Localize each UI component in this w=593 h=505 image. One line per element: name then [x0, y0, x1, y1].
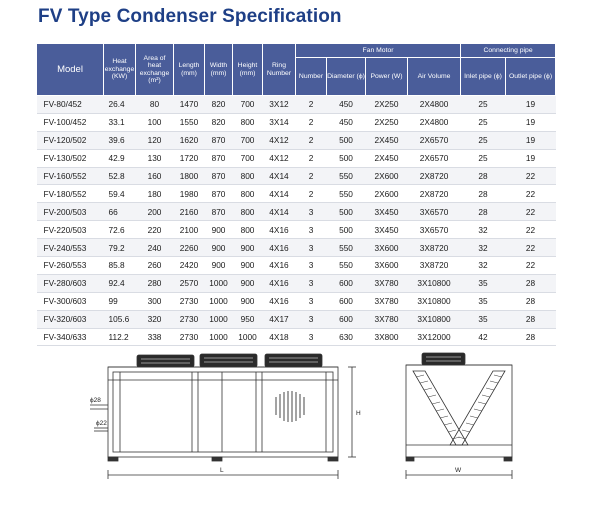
- cell-fan-diameter: 630: [327, 328, 366, 346]
- cell-inlet-pipe: 28: [461, 185, 506, 203]
- cell-fan-power: 3X780: [366, 292, 408, 310]
- cell-width: 900: [205, 221, 233, 239]
- cell-fan-diameter: 500: [327, 203, 366, 221]
- cell-fan-number: 3: [296, 274, 327, 292]
- cell-width: 870: [205, 149, 233, 167]
- cell-height: 700: [233, 96, 263, 114]
- cell-ring-number: 4X16: [263, 292, 296, 310]
- cell-length: 2730: [174, 310, 205, 328]
- cell-heat-exchange: 85.8: [104, 257, 136, 275]
- cell-fan-diameter: 450: [327, 113, 366, 131]
- col-header-fan-power: Power (W): [366, 58, 408, 96]
- col-header-air-volume: Air Volume: [408, 58, 461, 96]
- cell-outlet-pipe: 28: [506, 310, 556, 328]
- cell-height: 800: [233, 167, 263, 185]
- cell-ring-number: 4X12: [263, 149, 296, 167]
- dim-label-width: W: [455, 467, 462, 474]
- cell-outlet-pipe: 19: [506, 96, 556, 114]
- col-header-model: Model: [37, 44, 104, 96]
- cell-width: 870: [205, 167, 233, 185]
- cell-width: 1000: [205, 310, 233, 328]
- grille-icon: [276, 391, 304, 422]
- table-row: [37, 274, 556, 292]
- cell-air-volume: 2X6570: [408, 149, 461, 167]
- cell-inlet-pipe: 35: [461, 274, 506, 292]
- cell-ring-number: 4X18: [263, 328, 296, 346]
- col-header-height: Height (mm): [233, 44, 263, 96]
- cell-air-volume: 2X8720: [408, 167, 461, 185]
- cell-fan-power: 3X600: [366, 257, 408, 275]
- cell-outlet-pipe: 22: [506, 257, 556, 275]
- cell-outlet-pipe: 22: [506, 185, 556, 203]
- table-row: [37, 292, 556, 310]
- cell-model: FV-340/633: [37, 328, 104, 346]
- cell-heat-exchange: 52.8: [104, 167, 136, 185]
- cell-model: FV-300/603: [37, 292, 104, 310]
- col-header-fan-number: Number: [296, 58, 327, 96]
- col-header-area: Area of heat exchange (m²): [136, 44, 174, 96]
- pipe-label-outlet: ϕ22: [96, 420, 107, 427]
- cell-outlet-pipe: 22: [506, 167, 556, 185]
- cell-fan-number: 2: [296, 149, 327, 167]
- cell-area: 300: [136, 292, 174, 310]
- cell-length: 1550: [174, 113, 205, 131]
- cell-width: 900: [205, 239, 233, 257]
- cell-ring-number: 4X14: [263, 203, 296, 221]
- cell-fan-number: 3: [296, 292, 327, 310]
- cell-length: 2730: [174, 292, 205, 310]
- cell-outlet-pipe: 28: [506, 274, 556, 292]
- cell-height: 900: [233, 239, 263, 257]
- cell-ring-number: 3X14: [263, 113, 296, 131]
- cell-outlet-pipe: 22: [506, 203, 556, 221]
- cell-ring-number: 4X12: [263, 131, 296, 149]
- dim-label-height: H: [356, 410, 361, 417]
- table-row: [37, 328, 556, 346]
- cell-length: 1720: [174, 149, 205, 167]
- cell-air-volume: 2X4800: [408, 113, 461, 131]
- cell-fan-diameter: 550: [327, 167, 366, 185]
- cell-area: 180: [136, 185, 174, 203]
- cell-fan-power: 3X800: [366, 328, 408, 346]
- cell-inlet-pipe: 25: [461, 96, 506, 114]
- cell-ring-number: 4X14: [263, 167, 296, 185]
- condenser-drawings: [0, 345, 593, 505]
- cell-area: 320: [136, 310, 174, 328]
- cell-ring-number: 4X16: [263, 239, 296, 257]
- table-row: [37, 113, 556, 131]
- cell-area: 160: [136, 167, 174, 185]
- cell-inlet-pipe: 25: [461, 113, 506, 131]
- cell-model: FV-120/502: [37, 131, 104, 149]
- cell-model: FV-80/452: [37, 96, 104, 114]
- cell-heat-exchange: 42.9: [104, 149, 136, 167]
- cell-fan-power: 3X780: [366, 310, 408, 328]
- cell-air-volume: 3X6570: [408, 203, 461, 221]
- cell-area: 200: [136, 203, 174, 221]
- cell-width: 820: [205, 96, 233, 114]
- cell-fan-power: 3X450: [366, 203, 408, 221]
- cell-width: 900: [205, 257, 233, 275]
- cell-fan-power: 2X600: [366, 185, 408, 203]
- cell-air-volume: 3X10800: [408, 310, 461, 328]
- cell-area: 240: [136, 239, 174, 257]
- cell-outlet-pipe: 28: [506, 328, 556, 346]
- cell-air-volume: 3X12000: [408, 328, 461, 346]
- cell-length: 2730: [174, 328, 205, 346]
- cell-fan-diameter: 450: [327, 96, 366, 114]
- cell-area: 130: [136, 149, 174, 167]
- cell-width: 870: [205, 203, 233, 221]
- cell-fan-diameter: 600: [327, 292, 366, 310]
- cell-height: 700: [233, 131, 263, 149]
- cell-fan-number: 3: [296, 328, 327, 346]
- cell-fan-diameter: 500: [327, 131, 366, 149]
- cell-fan-number: 2: [296, 113, 327, 131]
- table-row: [37, 131, 556, 149]
- cell-inlet-pipe: 25: [461, 149, 506, 167]
- cell-ring-number: 4X16: [263, 274, 296, 292]
- cell-model: FV-260/553: [37, 257, 104, 275]
- cell-area: 280: [136, 274, 174, 292]
- cell-air-volume: 2X4800: [408, 96, 461, 114]
- cell-model: FV-160/552: [37, 167, 104, 185]
- col-header-inlet-pipe: Inlet pipe (ϕ): [461, 58, 506, 96]
- cell-height: 800: [233, 113, 263, 131]
- cell-air-volume: 3X10800: [408, 292, 461, 310]
- cell-model: FV-240/553: [37, 239, 104, 257]
- cell-heat-exchange: 39.6: [104, 131, 136, 149]
- cell-inlet-pipe: 42: [461, 328, 506, 346]
- cell-heat-exchange: 59.4: [104, 185, 136, 203]
- cell-length: 1980: [174, 185, 205, 203]
- cell-inlet-pipe: 28: [461, 167, 506, 185]
- cell-outlet-pipe: 28: [506, 292, 556, 310]
- cell-area: 220: [136, 221, 174, 239]
- cell-width: 870: [205, 185, 233, 203]
- cell-fan-diameter: 500: [327, 221, 366, 239]
- cell-fan-power: 2X250: [366, 113, 408, 131]
- spec-table-body: [37, 96, 556, 346]
- table-row: [37, 221, 556, 239]
- cell-fan-number: 3: [296, 239, 327, 257]
- cell-model: FV-200/503: [37, 203, 104, 221]
- cell-width: 1000: [205, 274, 233, 292]
- cell-outlet-pipe: 19: [506, 113, 556, 131]
- cell-air-volume: 3X8720: [408, 239, 461, 257]
- col-header-length: Length (mm): [174, 44, 205, 96]
- table-row: [37, 239, 556, 257]
- cell-air-volume: 2X6570: [408, 131, 461, 149]
- cell-fan-number: 2: [296, 185, 327, 203]
- cell-fan-diameter: 550: [327, 239, 366, 257]
- cell-inlet-pipe: 32: [461, 221, 506, 239]
- col-header-ring-number: Ring Number: [263, 44, 296, 96]
- cell-fan-number: 2: [296, 167, 327, 185]
- cell-fan-power: 2X600: [366, 167, 408, 185]
- cell-fan-power: 2X250: [366, 96, 408, 114]
- cell-height: 800: [233, 185, 263, 203]
- cell-length: 2260: [174, 239, 205, 257]
- front-view-drawing: [90, 354, 356, 479]
- cell-area: 120: [136, 131, 174, 149]
- cell-outlet-pipe: 22: [506, 221, 556, 239]
- cell-inlet-pipe: 32: [461, 257, 506, 275]
- cell-air-volume: 3X10800: [408, 274, 461, 292]
- cell-width: 820: [205, 113, 233, 131]
- fan-guard-icon: [137, 354, 322, 367]
- cell-inlet-pipe: 28: [461, 203, 506, 221]
- cell-model: FV-130/502: [37, 149, 104, 167]
- cell-heat-exchange: 112.2: [104, 328, 136, 346]
- cell-fan-diameter: 550: [327, 257, 366, 275]
- cell-width: 1000: [205, 328, 233, 346]
- side-view-drawing: [406, 353, 512, 479]
- cell-length: 2100: [174, 221, 205, 239]
- cell-heat-exchange: 105.6: [104, 310, 136, 328]
- col-header-heat-exchange: Heat exchange (KW): [104, 44, 136, 96]
- cell-outlet-pipe: 19: [506, 149, 556, 167]
- cell-area: 100: [136, 113, 174, 131]
- cell-fan-number: 3: [296, 221, 327, 239]
- cell-length: 2160: [174, 203, 205, 221]
- cell-heat-exchange: 99: [104, 292, 136, 310]
- cell-height: 900: [233, 292, 263, 310]
- cell-inlet-pipe: 35: [461, 310, 506, 328]
- cell-outlet-pipe: 22: [506, 239, 556, 257]
- cell-height: 900: [233, 274, 263, 292]
- table-row: [37, 149, 556, 167]
- cell-air-volume: 3X8720: [408, 257, 461, 275]
- cell-air-volume: 3X6570: [408, 221, 461, 239]
- cell-width: 1000: [205, 292, 233, 310]
- cell-model: FV-280/603: [37, 274, 104, 292]
- cell-fan-number: 2: [296, 96, 327, 114]
- dim-label-length: L: [220, 467, 224, 474]
- table-row: [37, 96, 556, 114]
- col-header-outlet-pipe: Outlet pipe (ϕ): [506, 58, 556, 96]
- cell-height: 700: [233, 149, 263, 167]
- col-group-connecting-pipe: Connecting pipe: [461, 44, 556, 58]
- cell-length: 1620: [174, 131, 205, 149]
- cell-length: 1800: [174, 167, 205, 185]
- cell-length: 2420: [174, 257, 205, 275]
- cell-model: FV-180/552: [37, 185, 104, 203]
- cell-ring-number: 4X16: [263, 221, 296, 239]
- cell-air-volume: 2X8720: [408, 185, 461, 203]
- cell-width: 870: [205, 131, 233, 149]
- table-row: [37, 167, 556, 185]
- cell-length: 1470: [174, 96, 205, 114]
- col-header-fan-diameter: Diameter (ϕ): [327, 58, 366, 96]
- cell-area: 80: [136, 96, 174, 114]
- pipe-label-inlet: ϕ28: [90, 397, 101, 404]
- cell-fan-number: 3: [296, 257, 327, 275]
- cell-model: FV-100/452: [37, 113, 104, 131]
- v-coil-icon: [413, 371, 505, 445]
- cell-heat-exchange: 26.4: [104, 96, 136, 114]
- col-header-width: Width (mm): [205, 44, 233, 96]
- cell-fan-power: 3X450: [366, 221, 408, 239]
- cell-fan-diameter: 500: [327, 149, 366, 167]
- cell-height: 900: [233, 257, 263, 275]
- cell-height: 950: [233, 310, 263, 328]
- cell-fan-number: 3: [296, 203, 327, 221]
- cell-fan-diameter: 600: [327, 274, 366, 292]
- page-title: FV Type Condenser Specification: [38, 6, 342, 27]
- cell-length: 2570: [174, 274, 205, 292]
- cell-outlet-pipe: 19: [506, 131, 556, 149]
- cell-height: 1000: [233, 328, 263, 346]
- cell-fan-number: 2: [296, 131, 327, 149]
- table-row: [37, 203, 556, 221]
- cell-area: 260: [136, 257, 174, 275]
- cell-height: 800: [233, 203, 263, 221]
- col-group-fan-motor: Fan Motor: [296, 44, 461, 58]
- cell-heat-exchange: 66: [104, 203, 136, 221]
- cell-inlet-pipe: 35: [461, 292, 506, 310]
- table-row: [37, 257, 556, 275]
- cell-ring-number: 4X14: [263, 185, 296, 203]
- cell-heat-exchange: 92.4: [104, 274, 136, 292]
- cell-inlet-pipe: 25: [461, 131, 506, 149]
- cell-model: FV-320/603: [37, 310, 104, 328]
- cell-heat-exchange: 72.6: [104, 221, 136, 239]
- cell-fan-power: 2X450: [366, 131, 408, 149]
- cell-area: 338: [136, 328, 174, 346]
- spec-table: [36, 43, 556, 346]
- cell-fan-power: 3X600: [366, 239, 408, 257]
- table-row: [37, 185, 556, 203]
- cell-model: FV-220/503: [37, 221, 104, 239]
- cell-fan-power: 3X780: [366, 274, 408, 292]
- cell-height: 800: [233, 221, 263, 239]
- cell-ring-number: 3X12: [263, 96, 296, 114]
- cell-heat-exchange: 79.2: [104, 239, 136, 257]
- table-row: [37, 310, 556, 328]
- cell-fan-power: 2X450: [366, 149, 408, 167]
- cell-fan-diameter: 550: [327, 185, 366, 203]
- cell-fan-diameter: 600: [327, 310, 366, 328]
- cell-heat-exchange: 33.1: [104, 113, 136, 131]
- cell-inlet-pipe: 32: [461, 239, 506, 257]
- cell-fan-number: 3: [296, 310, 327, 328]
- cell-ring-number: 4X16: [263, 257, 296, 275]
- cell-ring-number: 4X17: [263, 310, 296, 328]
